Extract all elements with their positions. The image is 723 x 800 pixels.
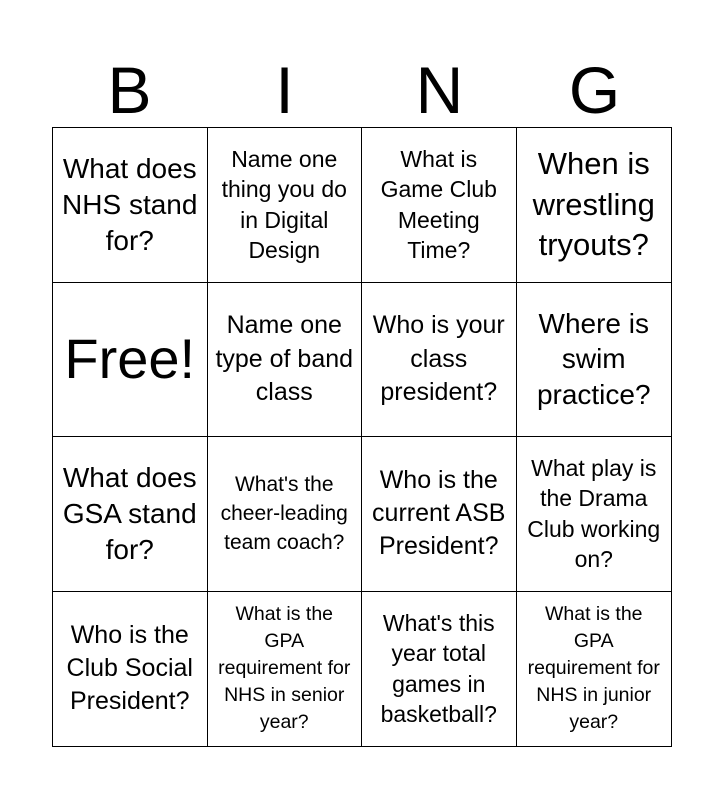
bingo-cell[interactable] — [362, 437, 517, 592]
bingo-cell[interactable] — [517, 437, 672, 592]
cell-text: What is the GPA requirement for NHS in junior year? — [527, 603, 660, 734]
cell-text: Name one type of band class — [215, 311, 354, 406]
header-letter-n: N — [415, 53, 464, 127]
bingo-cell[interactable] — [362, 283, 517, 438]
bingo-cell[interactable] — [517, 592, 672, 747]
cell-text: What does GSA stand for? — [62, 462, 197, 565]
free-space-text: Free! — [64, 327, 196, 391]
cell-text: When is wrestling tryouts? — [532, 146, 655, 262]
cell-text: Who is the Club Social President? — [66, 620, 193, 716]
cell-text: Where is swim practice? — [536, 307, 651, 411]
bingo-cell[interactable] — [208, 283, 363, 438]
cell-text: Who is the current ASB President? — [372, 465, 506, 561]
cell-text: What does NHS stand for? — [62, 153, 198, 256]
header-letter-i: I — [275, 53, 294, 127]
bingo-cell[interactable] — [208, 592, 363, 747]
bingo-board — [52, 127, 672, 747]
cell-text: Who is your class president? — [372, 311, 505, 406]
bingo-cell[interactable] — [53, 128, 208, 283]
cell-text: What is Game Club Meeting Time? — [380, 145, 497, 264]
bingo-cell[interactable] — [362, 128, 517, 283]
bingo-header — [52, 54, 672, 126]
cell-text: What's the cheer-leading team coach? — [220, 472, 348, 555]
header-letter-b: B — [107, 53, 152, 127]
bingo-cell[interactable] — [517, 283, 672, 438]
bingo-cell[interactable] — [208, 128, 363, 283]
cell-text: What is the GPA requirement for NHS in senior year? — [218, 603, 351, 734]
cell-text: Name one thing you do in Digital Design — [221, 145, 347, 264]
cell-text: What's this year total games in basketball? — [380, 609, 497, 728]
bingo-cell[interactable] — [362, 592, 517, 747]
bingo-cell[interactable] — [208, 437, 363, 592]
bingo-cell[interactable] — [53, 592, 208, 747]
bingo-cell[interactable] — [53, 437, 208, 592]
free-space-cell[interactable] — [53, 283, 208, 438]
header-letter-g: G — [568, 53, 621, 127]
bingo-cell[interactable] — [517, 128, 672, 283]
cell-text: What play is the Drama Club working on? — [527, 454, 661, 573]
